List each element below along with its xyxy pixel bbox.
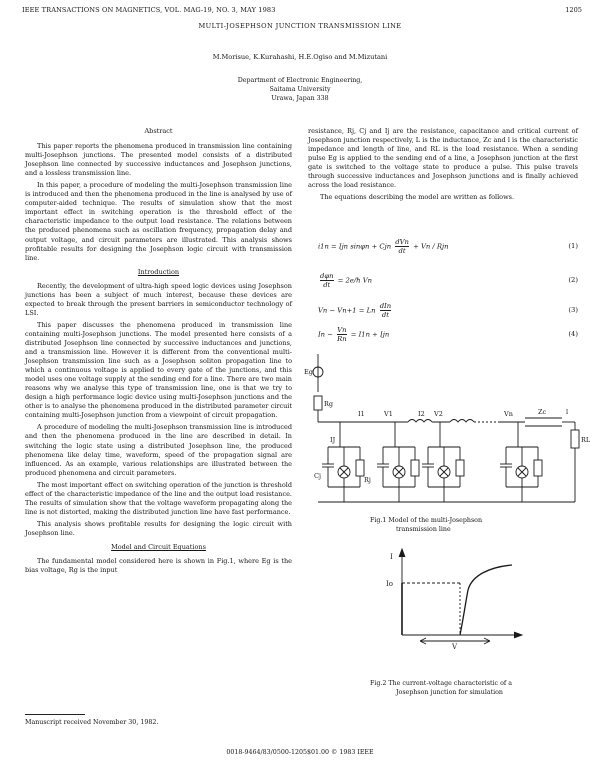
fraction-top: dVn [395,238,409,246]
paper-authors: M.Morisue, K.Kurahashi, H.E.Ogiso and M.Mizutani [212,53,388,61]
equation-lhs: In − [318,330,333,339]
caption-line: Fig.2 The current-voltage characteristic of a [370,680,512,687]
equation-number: (2) [568,276,578,284]
copyright-line: 0018-9464/83/0500-1205$01.00 © 1983 IEEE [226,749,374,756]
paper-affiliation [0,76,600,104]
fig1-label-rg: Rg [324,400,334,408]
fig2-caption [370,680,512,697]
page-number: 1205 [565,6,582,14]
fig1-label-rl: RL [581,436,590,444]
equation-fraction [380,302,391,319]
intro-paragraph: Recently, the development of ultra-high speed logic devices using Josephson junctions has been a subject of much interest, because these devices are expected to break through the present barriers in semiconductor technology of LSI. [25,281,292,317]
footnote: Manuscript received November 30, 1982. [25,719,159,726]
fig1-label-v1: V1 [384,410,393,418]
equation-1 [318,238,578,255]
fig1-label-l: l [566,408,569,416]
equation-2 [318,272,578,289]
fig2-axis-i: I [390,553,393,561]
equation-number: (3) [568,306,578,314]
left-column [25,127,292,578]
fig1-label-cj: Cj [314,472,321,480]
fig1-label-zc: Zc [538,408,547,416]
equation-number: (4) [568,330,578,338]
paper-title: MULTI-JOSEPHSON JUNCTION TRANSMISSION LINE [198,22,402,30]
fraction-top: dφn [320,272,334,280]
abstract-heading: Abstract [144,127,173,135]
affiliation-line: Urawa, Japan 338 [271,95,329,103]
fig1-label-ij: IJ [330,436,336,444]
equations-intro: The equations describing the model are written as follows. [320,193,515,202]
affiliation-line: Department of Electronic Engineering, [237,77,363,84]
caption-line: Fig.1 Model of the multi-Josephson [370,517,483,524]
equation-fraction [337,326,347,343]
fraction-top: Vn [337,326,347,334]
fig1-label-i1: I1 [358,410,365,418]
fig1-caption [370,517,482,534]
fraction-bottom: dt [398,247,406,255]
caption-line: transmission line [396,525,451,533]
fig1-label-v2: V2 [434,410,443,418]
introduction-heading: Introduction [137,267,180,276]
equation-rhs: + Vn / Rjn [413,242,449,251]
model-heading: Model and Circuit Equations [111,542,206,551]
abstract-paragraph: This paper reports the phenomena produced in transmission line containing multi-Josephson junctions. The presented model consists of a distributed Josephson line connected by successive inductances and Josephson junctions, and a lossless transmission line. [25,142,292,178]
fig2-axis-v: V [452,643,458,650]
equation-lhs: Vn − Vn+1 = Ln [318,306,376,315]
equation-rhs: = 2e/ℏ Vn [337,276,372,285]
intro-paragraph: This analysis shows profitable results for designing the logic circuit with Josephson line. [25,519,292,537]
intro-paragraph: This paper discusses the phenomena produced in transmission line containing multi-Josephson junctions. The model presented here consists of a distributed Josephson line connected by successive inductances and junctions, and a transmission line. However it is different from the conventional multi-Josephson transmission line such as a Josephson soliton propagation line to which a continuous voltage is applied to every gate of the junctions, and this model uses one voltage supply at the sending end for a line. There are two main reasons why we analyse this type of transmission line, one is that we try to design a high performance logic device using multi-Josephson junctions and the other is to analyse the phenomena produced in the distributed parameter circuit containing multi-Josephson junction from a viewpoint of circuit propagation. [25,320,292,420]
footnote-rule [25,714,85,715]
running-head: IEEE TRANSACTIONS ON MAGNETICS, VOL. MAG-19, NO. 3, MAY 1983 [22,6,276,14]
equation-rhs: = I1n + Ijn [350,330,390,339]
fraction-top: dIn [379,302,392,310]
fig1-label-vn: Vn [504,410,513,418]
fraction-bottom: Rn [337,335,347,343]
abstract-paragraph: In this paper, a procedure of modeling the multi-Josephson transmission line is introduced and then the phenomena produced in the line is analysed by use of computer-aided technique. The results of simulation show that the most important effect in switching operation is the threshold effect of the characteristic impedance to the output load resistance. The relations between the produced phenomena such as oscillation frequency, propagation delay and output voltage, and circuit parameters are illustrated. This analysis shows profitable results for designing the Josephson logic circuit with transmission line. [25,181,292,262]
fig2-iv-curve [380,545,530,650]
equation-number: (1) [568,242,578,250]
fig1-label-rj: Rj [364,476,371,484]
model-paragraph: The fundamental model considered here is shown in Fig.1, where Eg is the bias voltage, Rg is the input [25,557,292,575]
equation-lhs: i1n = Ijn sinφn + Cjn [318,242,392,251]
fig2-label-io: Io [386,580,393,588]
right-paragraph: resistance, Rj, Cj and Ij are the resistance, capacitance and critical current of Josephson junction respectively, L is the inductance, Zc and l is the characteristic impedance and length of line, and RL is the load resistance. When a sending pulse Eg is applied to the sending end of a line, a Josephson junction at the first gate is switched to the voltage state to produce a pulse. This pulse travels through successive inductances and Josephson junctions and is finally achieved across the load resistance. [308,127,578,190]
intro-paragraph: A procedure of modeling the multi-Josephson transmission line is introduced and then the phenomena produced in the line are described in detail. In switching the logic state using a distributed Josephson line, the produced phenomena like delay time, waveform, speed of the propagation signal are influenced. As an example, various relationships are illustrated between the produced phenomena and circuit parameters. [25,423,292,477]
right-column [308,127,578,205]
affiliation-line: Saitama University [269,86,331,94]
fig1-label-i2: I2 [418,410,425,418]
fraction-bottom: dt [381,311,389,319]
intro-paragraph: The most important effect on switching operation of the junction is threshold effect of the characteristic impedance of the line and the output load resistance. The results of simulation show that the voltage waveform propagating along the line is not distorted, making the distributed junction line have fast performance. [25,480,292,516]
caption-line: Josephson junction for simulation [396,688,503,696]
fig1-label-source: Eg [304,368,313,376]
fraction-bottom: dt [323,281,331,289]
equation-fraction [395,238,409,255]
equation-fraction [320,272,334,289]
equation-4 [318,326,578,343]
fig1-circuit-diagram [300,352,590,512]
equation-3 [318,302,578,319]
